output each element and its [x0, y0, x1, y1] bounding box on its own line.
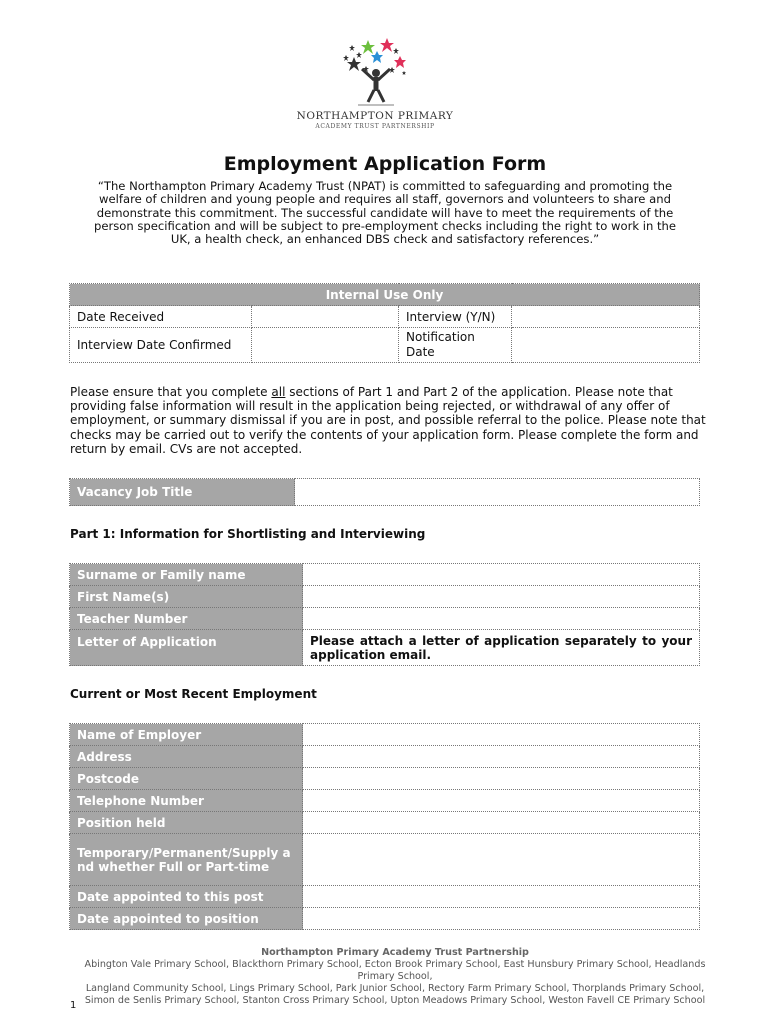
- position-held-field[interactable]: [303, 812, 700, 834]
- interview-date-confirmed-label: Interview Date Confirmed: [70, 328, 252, 363]
- star-icon: [343, 55, 349, 61]
- telephone-field[interactable]: [303, 790, 700, 812]
- part1-table: [69, 563, 700, 666]
- star-icon: [356, 52, 362, 58]
- position-held-label: Position held: [70, 812, 303, 834]
- jumping-figure-icon: [362, 69, 390, 102]
- first-name-label: First Name(s): [70, 586, 303, 608]
- star-icon: [349, 45, 355, 51]
- date-appointed-position-field[interactable]: [303, 908, 700, 930]
- org-subtitle: ACADEMY TRUST PARTNERSHIP: [315, 123, 435, 130]
- notification-date-label: Notification Date: [399, 328, 512, 363]
- star-icon: [347, 57, 361, 71]
- teacher-number-label: Teacher Number: [70, 608, 303, 630]
- teacher-number-field[interactable]: [303, 608, 700, 630]
- instructions-text: sections of Part 1 and Part 2 of the application. Please note that providing false information will result in the application being rejected, or withdrawal of any offer of employment, or summary dismissal if you are in post, and possible referral to the police. Please note that checks may be carried out to verify the contents of your application form. Please complete the form and return by email. CVs are not accepted.: [70, 385, 706, 456]
- org-name: NORTHAMPTON PRIMARY: [296, 110, 454, 122]
- letter-of-application-note: Please attach a letter of application separately to your application email.: [303, 630, 700, 666]
- postcode-label: Postcode: [70, 768, 303, 790]
- page-title: Employment Application Form: [223, 153, 547, 175]
- date-appointed-post-field[interactable]: [303, 886, 700, 908]
- date-appointed-position-label: Date appointed to position: [70, 908, 303, 930]
- employer-name-field[interactable]: [303, 724, 700, 746]
- star-icon: [380, 38, 394, 52]
- star-icon: [361, 40, 375, 54]
- instructions-emphasis: all: [271, 385, 286, 399]
- contract-type-label: Temporary/Permanent/Supply and whether Full or Part-time: [70, 834, 303, 886]
- footer-schools-line2: Langland Community School, Lings Primary School, Park Junior School, Rectory Farm Primary School, Thorplands Primary School, Simon de Senlis Primary School, Stanton Cross Primary School, Upton Meadows Primary School, Weston Favell CE Primary School: [84, 983, 706, 1006]
- interview-yn-field[interactable]: [512, 306, 700, 328]
- part1-heading: Part 1: Information for Shortlisting and Interviewing: [70, 527, 426, 541]
- footer-schools-line1: Abington Vale Primary School, Blackthorn Primary School, Ecton Brook Primary School, East Hunsbury Primary School, Headlands Primary School,: [84, 959, 706, 982]
- employment-table: [69, 723, 700, 930]
- instructions-paragraph: [70, 385, 710, 456]
- page-number: 1: [70, 1000, 77, 1011]
- employment-heading: Current or Most Recent Employment: [70, 687, 317, 701]
- vacancy-field[interactable]: [295, 479, 700, 506]
- logo-stars-figure-icon: [288, 33, 462, 113]
- internal-use-table: [69, 283, 700, 363]
- page-footer: [80, 947, 710, 1007]
- interview-yn-label: Interview (Y/N): [399, 306, 512, 328]
- notification-date-field[interactable]: [512, 328, 700, 363]
- star-icon: [402, 71, 406, 75]
- telephone-label: Telephone Number: [70, 790, 303, 812]
- date-received-field[interactable]: [252, 306, 399, 328]
- letter-of-application-label: Letter of Application: [70, 630, 303, 666]
- address-label: Address: [70, 746, 303, 768]
- vacancy-table: [69, 478, 700, 506]
- footer-heading: Northampton Primary Academy Trust Partnership: [261, 947, 529, 958]
- safeguarding-statement: “The Northampton Primary Academy Trust (NPAT) is committed to safeguarding and promoting the welfare of children and young people and requires all staff, governors and volunteers to share and demonstrate this commitment. The successful candidate will have to meet the requirements of the person specification and will be subject to pre-employment checks including the right to work in the UK, a health check, an enhanced DBS check and satisfactory references.”: [93, 179, 677, 247]
- employer-name-label: Name of Employer: [70, 724, 303, 746]
- instructions-text: Please ensure that you complete: [70, 385, 272, 399]
- date-appointed-post-label: Date appointed to this post: [70, 886, 303, 908]
- surname-label: Surname or Family name: [70, 564, 303, 586]
- star-icon: [393, 48, 399, 54]
- address-field[interactable]: [303, 746, 700, 768]
- star-icon: [394, 56, 406, 68]
- vacancy-label: Vacancy Job Title: [70, 479, 295, 506]
- internal-use-header: Internal Use Only: [70, 284, 700, 306]
- first-name-field[interactable]: [303, 586, 700, 608]
- date-received-label: Date Received: [70, 306, 252, 328]
- contract-type-field[interactable]: [303, 834, 700, 886]
- surname-field[interactable]: [303, 564, 700, 586]
- star-icon: [371, 51, 383, 63]
- interview-date-confirmed-field[interactable]: [252, 328, 399, 363]
- postcode-field[interactable]: [303, 768, 700, 790]
